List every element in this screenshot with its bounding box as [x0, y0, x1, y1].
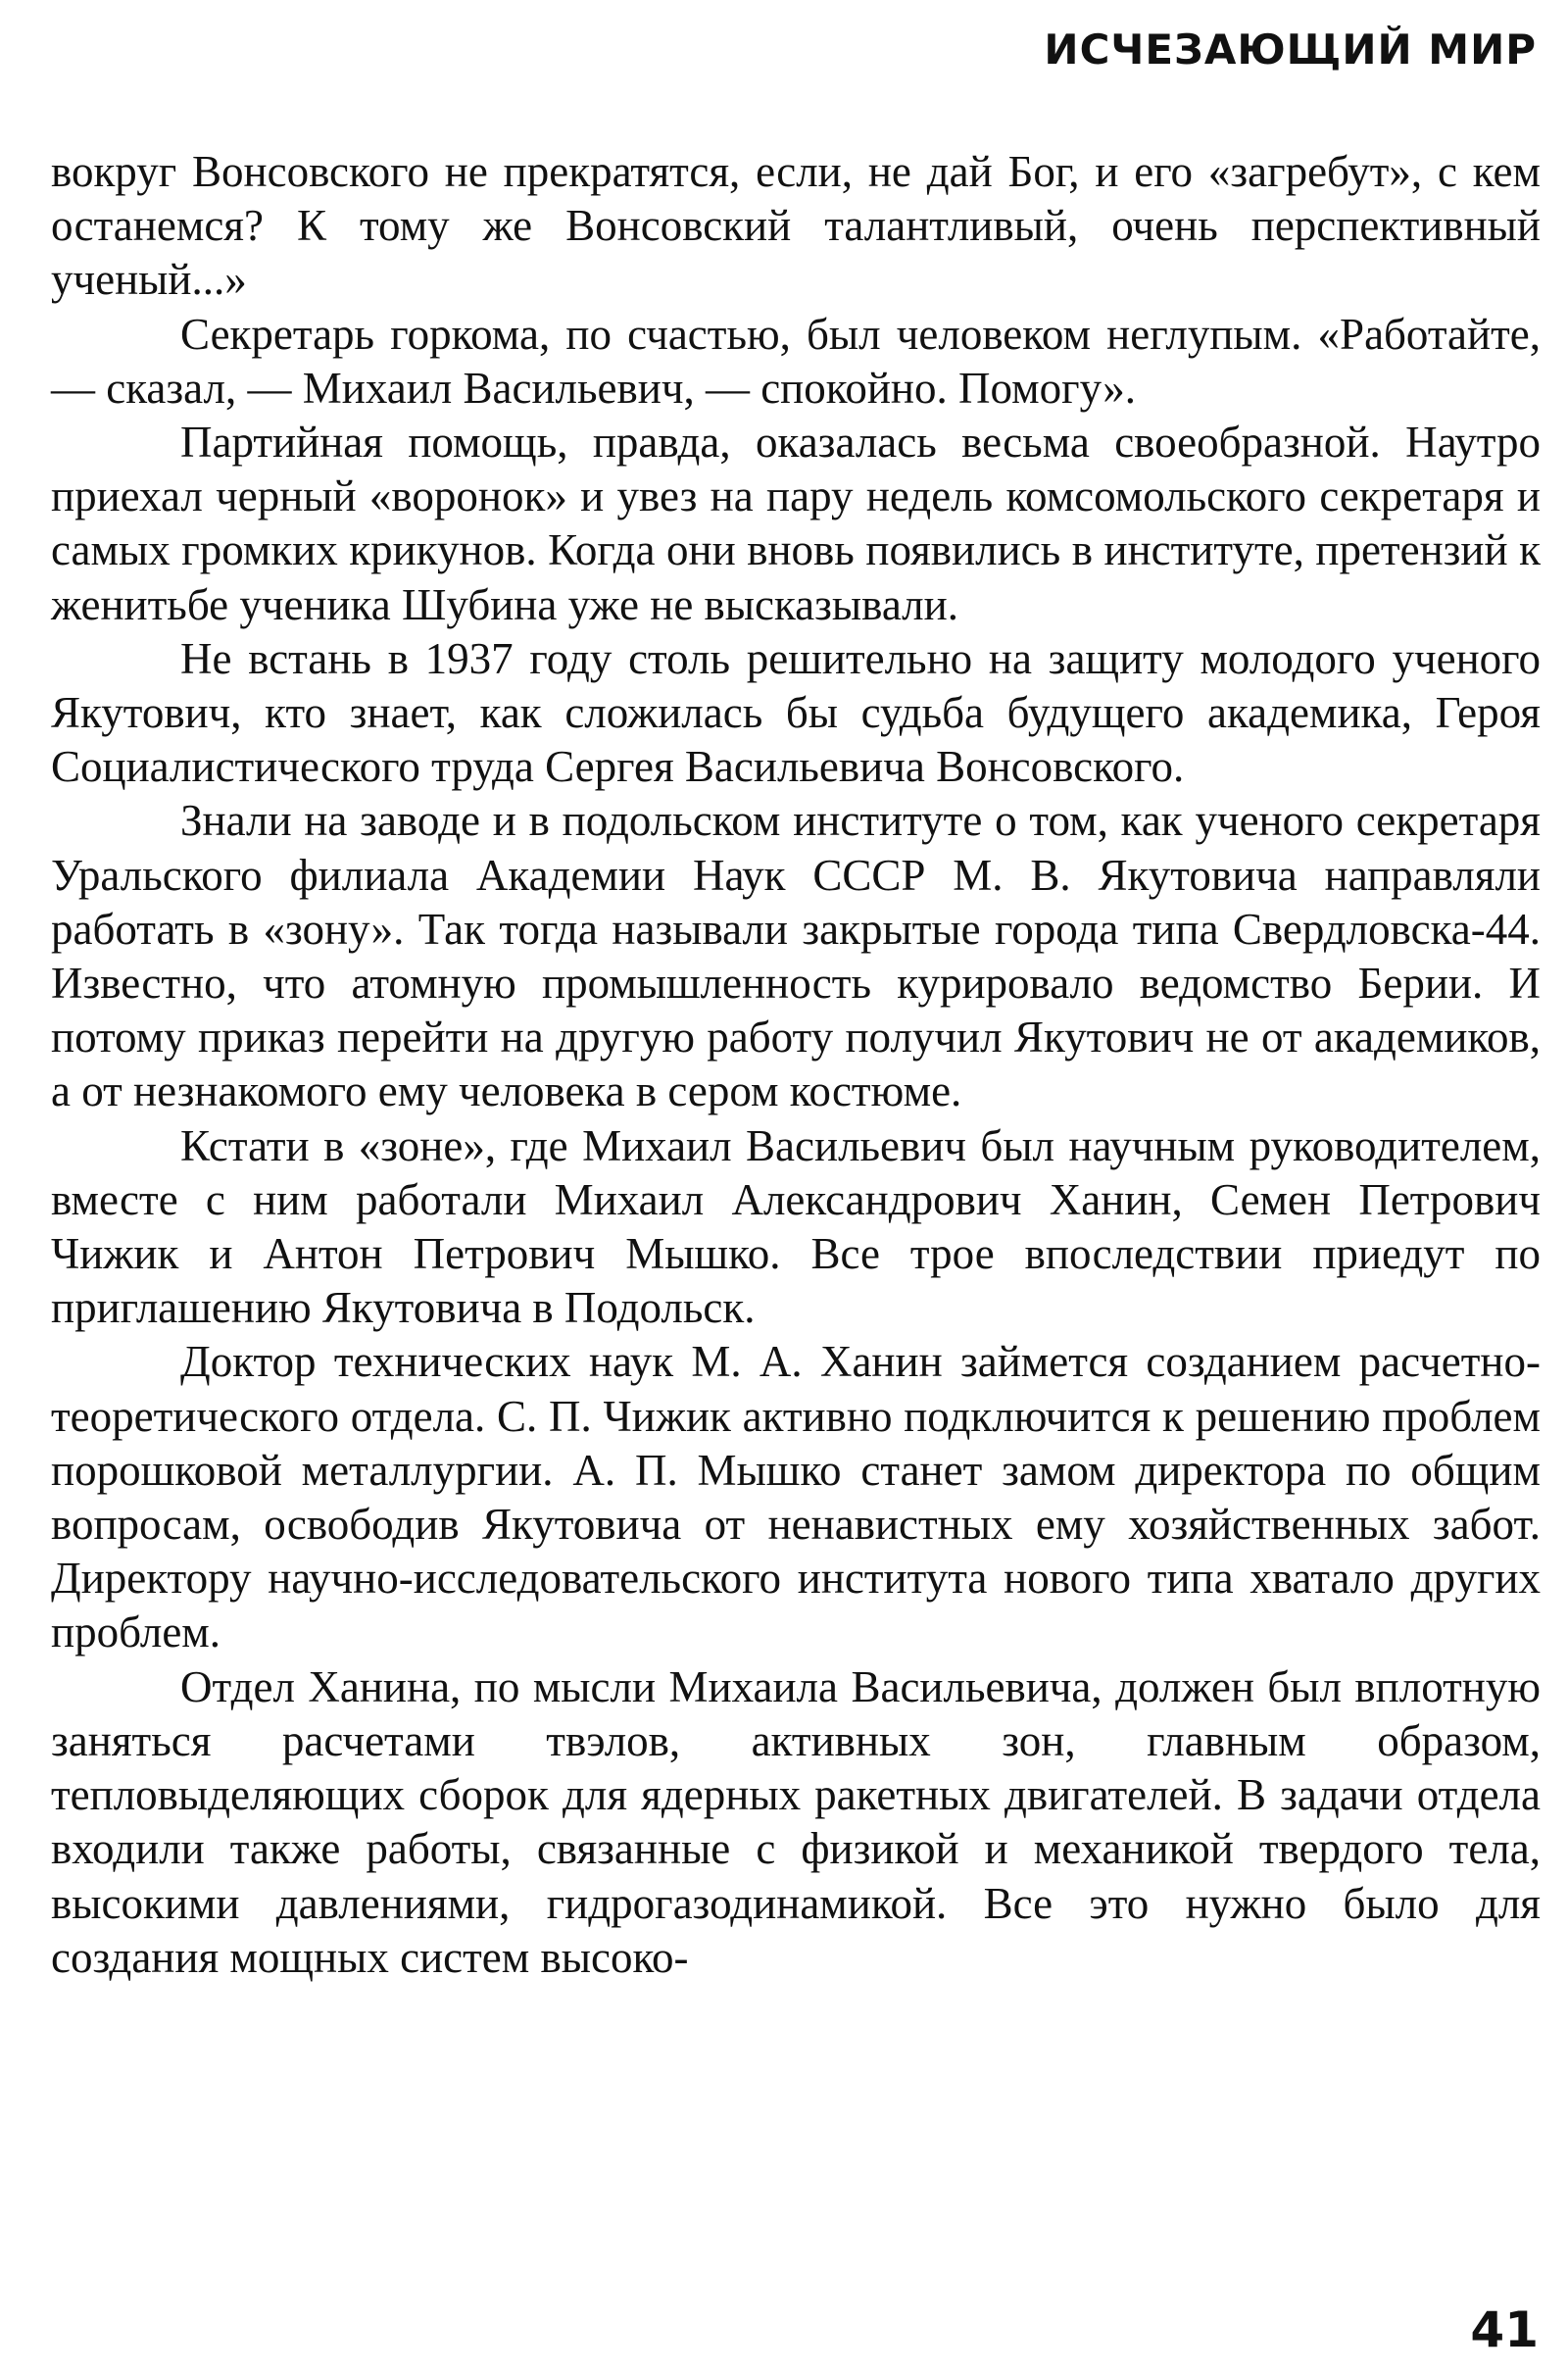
paragraph-2: Секретарь горкома, по счастью, был человеком неглупым. «Работайте, — сказал, — Михаил Васильевич, — спокойно. Помогу». [51, 309, 1541, 413]
paragraph-4: Не встань в 1937 году столь решительно на защиту молодого ученого Якутович, кто знает, как сложилась бы судьба будущего академика, Героя Социалистического труда Сергея Васильевича Вонсовского. [51, 633, 1541, 792]
running-head: ИСЧЕЗАЮЩИЙ МИР [1044, 25, 1537, 74]
paragraph-7: Доктор технических наук М. А. Ханин займется созданием расчетно-теоретического отдела. С. П. Чижик активно подключится к решению проблем порошковой металлургии. А. П. Мышко станет замом директора по общим вопросам, освободив Якутовича от ненавистных ему хозяйственных забот. Директору научно-исследовательского института нового типа хватало других проблем. [51, 1337, 1541, 1657]
paragraph-3: Партийная помощь, правда, оказалась весьма своеобразной. Наутро приехал черный «воронок» и увез на пару недель комсомольского секретаря и самых громких крикунов. Когда они вновь появились в институте, претензий к женитьбе ученика Шубина уже не высказывали. [51, 418, 1541, 629]
paragraph-8: Отдел Ханина, по мысли Михаила Васильевича, должен был вплотную заняться расчетами твэлов, активных зон, главным образом, тепловыделяющих сборок для ядерных ракетных двигателей. В задачи отдела входили также работы, связанные с физикой и механикой твердого тела, высокими давлениями, гидрогазодинамикой. Все это нужно было для создания мощных систем высоко- [51, 1661, 1541, 1982]
body-text [51, 145, 1541, 1985]
paragraph-5: Знали на заводе и в подольском институте о том, как ученого секретаря Уральского филиала Академии Наук СССР М. В. Якутовича направляли работать в «зону». Так тогда называли закрытые города типа Свердловска-44. Известно, что атомную промышленность курировало ведомство Берии. И потому приказ перейти на другую работу получил Якутович не от академиков, а от незнакомого ему человека в сером костюме. [51, 796, 1541, 1116]
paragraph-6: Кстати в «зоне», где Михаил Васильевич был научным руководителем, вместе с ним работали Михаил Александрович Ханин, Семен Петрович Чижик и Антон Петрович Мышко. Все трое впоследствии приедут по приглашению Якутовича в Подольск. [51, 1120, 1541, 1333]
page-number: 41 [1470, 2301, 1539, 2358]
paragraph-1: вокруг Вонсовского не прекратятся, если, не дай Бог, и его «загребут», с кем останемся? К тому же Вонсовский талантливый, очень перспективный ученый...» [51, 147, 1541, 305]
